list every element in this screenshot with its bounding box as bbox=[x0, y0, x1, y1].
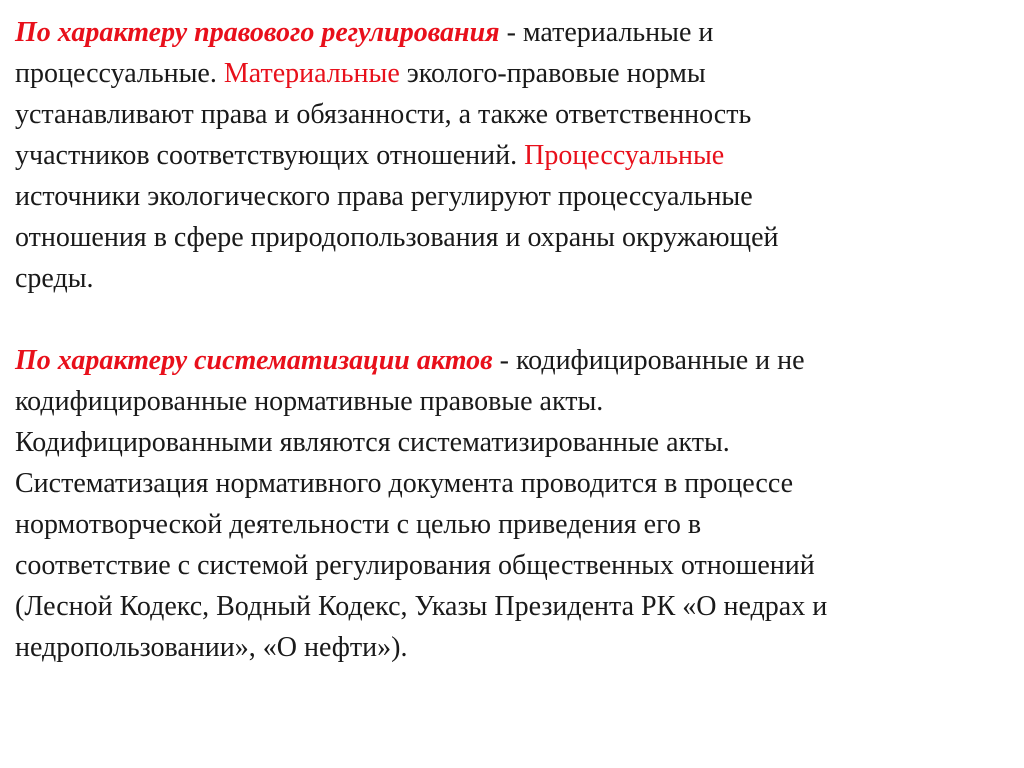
paragraph-regulation-type bbox=[15, 12, 1015, 299]
text-line: (Лесной Кодекс, Водный Кодекс, Указы Президента РК «О недрах и bbox=[15, 591, 828, 622]
text-span: участников соответствующих отношений. bbox=[15, 140, 525, 171]
highlighted-term: Материальные bbox=[223, 58, 400, 89]
text-line bbox=[15, 135, 1015, 176]
highlighted-term: Процессуальные bbox=[524, 140, 725, 171]
text-line bbox=[15, 53, 1015, 94]
text-line: отношения в сфере природопользования и охраны окружающей bbox=[15, 222, 779, 253]
text-line: недропользовании», «О нефти»). bbox=[15, 632, 408, 663]
paragraph-heading: По характеру систематизации актов bbox=[15, 345, 493, 376]
slide-content bbox=[15, 12, 1015, 668]
paragraph-heading: По характеру правового регулирования bbox=[15, 17, 500, 48]
text-span: - материальные и bbox=[499, 17, 714, 48]
text-line: кодифицированные нормативные правовые акты. bbox=[15, 386, 604, 417]
text-line bbox=[15, 12, 1015, 53]
text-line: Систематизация нормативного документа проводится в процессе bbox=[15, 468, 794, 499]
text-span: процессуальные. bbox=[15, 58, 224, 89]
text-line: соответствие с системой регулирования общественных отношений bbox=[15, 550, 815, 581]
text-line: нормотворческой деятельности с целью приведения его в bbox=[15, 509, 702, 540]
paragraph-systematization-type bbox=[15, 340, 1015, 668]
text-line: Кодифицированными являются систематизированные акты. bbox=[15, 427, 730, 458]
text-line: устанавливают права и обязанности, а также ответственность bbox=[15, 99, 752, 130]
text-line: среды. bbox=[15, 263, 94, 294]
text-line: источники экологического права регулируют процессуальные bbox=[15, 181, 753, 212]
text-span: эколого-правовые нормы bbox=[399, 58, 706, 89]
text-span: - кодифицированные и не bbox=[492, 345, 805, 376]
text-line bbox=[15, 340, 1015, 381]
